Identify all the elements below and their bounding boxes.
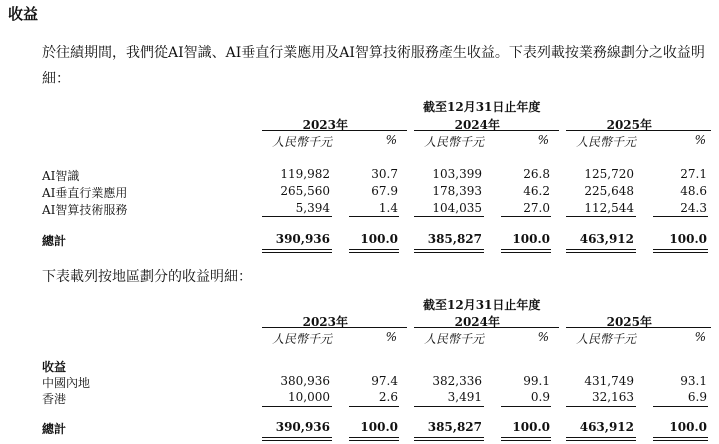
cell-value: 48.6 (680, 184, 707, 198)
row-label: AI垂直行業應用 (42, 186, 128, 200)
cell-value: 225,648 (584, 184, 634, 198)
total-value: 100.0 (360, 232, 398, 246)
total-value: 385,827 (427, 420, 482, 434)
total-label: 總計 (42, 422, 67, 436)
total-value: 100.0 (669, 232, 707, 246)
period-header: 截至12月31日止年度 (423, 298, 541, 312)
year-header-2024: 2024年 (454, 118, 500, 132)
cell-value: 6.9 (687, 390, 707, 404)
cell-value: 380,936 (280, 374, 330, 388)
cell-value: 26.8 (523, 167, 550, 181)
total-value: 463,912 (579, 232, 634, 246)
intro-paragraph: 於往績期間，我們從AI智識、AI垂直行業應用及AI智算技術服務產生收益。下表列載按業務線劃分之收益明細： (42, 45, 705, 87)
cell-value: 119,982 (280, 167, 330, 181)
cell-value: 10,000 (288, 390, 330, 404)
cell-value: 27.0 (523, 201, 550, 215)
year-header-2025: 2025年 (606, 315, 652, 329)
row-label: AI智識 (42, 169, 80, 183)
cell-value: 30.7 (371, 167, 398, 181)
year-header-2025: 2025年 (606, 118, 652, 132)
section-label: 收益 (42, 360, 67, 374)
total-value: 100.0 (669, 420, 707, 434)
pct-header: % (385, 133, 397, 147)
cell-value: 382,336 (432, 374, 482, 388)
total-value: 390,936 (275, 232, 330, 246)
total-value: 390,936 (275, 420, 330, 434)
geo-intro-paragraph: 下表載列按地區劃分的收益明細： (42, 269, 252, 285)
total-value: 100.0 (512, 232, 550, 246)
cell-value: 0.9 (530, 390, 550, 404)
cell-value: 97.4 (371, 374, 398, 388)
total-value: 463,912 (579, 420, 634, 434)
total-value: 100.0 (360, 420, 398, 434)
cell-value: 104,035 (432, 201, 482, 215)
pct-header: % (537, 330, 549, 344)
amount-header: 人民幣千元 (271, 332, 332, 346)
amount-header: 人民幣千元 (575, 332, 636, 346)
row-label: AI智算技術服務 (42, 203, 128, 217)
cell-value: 431,749 (584, 374, 634, 388)
pct-header: % (694, 133, 706, 147)
pct-header: % (385, 330, 397, 344)
total-value: 385,827 (427, 232, 482, 246)
cell-value: 178,393 (432, 184, 482, 198)
cell-value: 125,720 (584, 167, 634, 181)
pct-header: % (537, 133, 549, 147)
section-heading: 收益 (8, 5, 39, 23)
period-header: 截至12月31日止年度 (423, 100, 541, 114)
cell-value: 1.4 (378, 201, 398, 215)
cell-value: 46.2 (523, 184, 550, 198)
cell-value: 2.6 (378, 390, 398, 404)
year-header-2023: 2023年 (302, 315, 348, 329)
year-header-2024: 2024年 (454, 315, 500, 329)
cell-value: 99.1 (523, 374, 550, 388)
cell-value: 3,491 (447, 390, 482, 404)
cell-value: 93.1 (680, 374, 707, 388)
cell-value: 67.9 (371, 184, 398, 198)
cell-value: 27.1 (680, 167, 707, 181)
amount-header: 人民幣千元 (575, 135, 636, 149)
cell-value: 32,163 (592, 390, 634, 404)
amount-header: 人民幣千元 (271, 135, 332, 149)
total-value: 100.0 (512, 420, 550, 434)
amount-header: 人民幣千元 (423, 332, 484, 346)
cell-value: 103,399 (432, 167, 482, 181)
cell-value: 5,394 (295, 201, 330, 215)
row-label: 香港 (42, 392, 67, 406)
total-label: 總計 (42, 234, 67, 248)
year-header-2023: 2023年 (302, 118, 348, 132)
cell-value: 265,560 (280, 184, 330, 198)
amount-header: 人民幣千元 (423, 135, 484, 149)
pct-header: % (694, 330, 706, 344)
cell-value: 112,544 (584, 201, 634, 215)
cell-value: 24.3 (680, 201, 707, 215)
row-label: 中國內地 (42, 376, 91, 390)
